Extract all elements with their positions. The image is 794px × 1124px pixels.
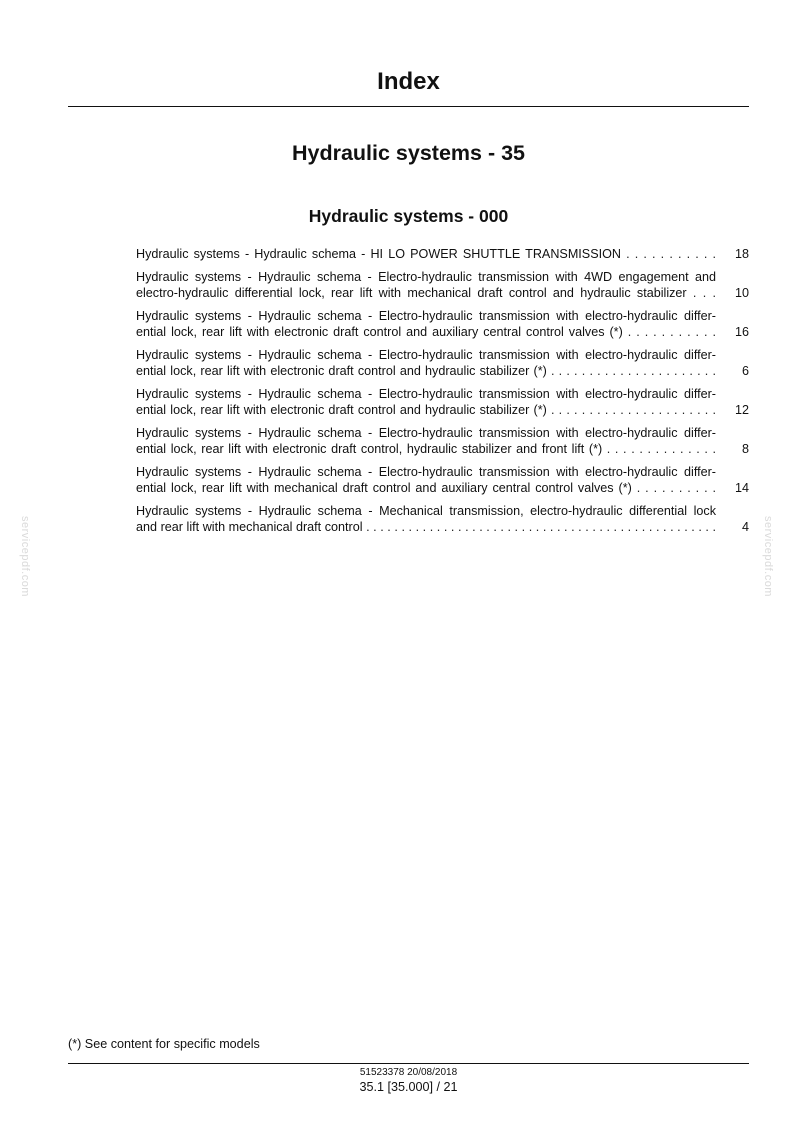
toc-entry-title bbox=[136, 308, 716, 340]
toc-entry[interactable] bbox=[136, 464, 752, 496]
toc-dot-leader: . . . . . . . . . . . . . . . . . . . . . . bbox=[546, 364, 716, 378]
watermark-right: servicepdf.com bbox=[762, 516, 774, 597]
toc-entry-line-text: Hydraulic systems - Hydraulic schema - Electro-hydraulic transmission with electro-hydraulic differ- bbox=[136, 387, 716, 401]
toc-entry-line-text: ential lock, rear lift with electronic draft control and hydraulic stabilizer (*) bbox=[136, 364, 547, 378]
toc-entry-line bbox=[136, 519, 716, 535]
toc-entry-title bbox=[136, 347, 716, 379]
toc-entry[interactable] bbox=[136, 386, 752, 418]
toc-entry-line bbox=[136, 480, 716, 496]
toc-entry-line bbox=[136, 347, 716, 363]
toc-entry-line-text: Hydraulic systems - Hydraulic schema - Electro-hydraulic transmission with electro-hydraulic differ- bbox=[136, 465, 716, 479]
toc-page-number: 4 bbox=[741, 520, 749, 534]
toc-entry-line-text: electro-hydraulic differential lock, rear lift with mechanical draft control and hydraulic stabilizer bbox=[136, 286, 687, 300]
toc-entry-line-text: ential lock, rear lift with electronic draft control, hydraulic stabilizer and front lift (*) bbox=[136, 442, 603, 456]
toc-entry-line bbox=[136, 503, 716, 519]
toc-entry-line bbox=[136, 324, 716, 340]
toc-entry-line bbox=[136, 269, 716, 285]
toc-entry-title bbox=[136, 246, 716, 262]
toc-dot-leader: . . . . . . . . . . . . . . bbox=[602, 442, 716, 456]
footer-rule bbox=[68, 1063, 749, 1064]
toc-page-number: 14 bbox=[734, 481, 749, 495]
toc-dot-leader: . . . bbox=[686, 286, 716, 300]
toc-entry-line-text: ential lock, rear lift with mechanical draft control and auxiliary central control valves (*) bbox=[136, 481, 632, 495]
toc-entry-line-text: Hydraulic systems - Hydraulic schema - Electro-hydraulic transmission with 4WD engagement and bbox=[136, 270, 716, 284]
toc-entry-line-text: Hydraulic systems - Hydraulic schema - HI LO POWER SHUTTLE TRANSMISSION bbox=[136, 247, 621, 261]
toc-entry-line bbox=[136, 386, 716, 402]
toc-entry-line-text: Hydraulic systems - Hydraulic schema - Electro-hydraulic transmission with electro-hydraulic differ- bbox=[136, 309, 716, 323]
header-rule bbox=[68, 106, 749, 107]
toc-entry-title bbox=[136, 503, 716, 535]
toc-entry[interactable] bbox=[136, 503, 752, 535]
toc-entry[interactable] bbox=[136, 269, 752, 301]
toc-entry-line bbox=[136, 425, 716, 441]
toc-entry-line bbox=[136, 363, 716, 379]
toc-entry-line bbox=[136, 402, 716, 418]
toc-entry-line bbox=[136, 285, 716, 301]
toc-entry-title bbox=[136, 464, 716, 496]
watermark-left: servicepdf.com bbox=[19, 516, 31, 597]
toc-entry-line-text: ential lock, rear lift with electronic draft control and hydraulic stabilizer (*) bbox=[136, 403, 547, 417]
toc-entry[interactable] bbox=[136, 347, 752, 379]
toc-entry[interactable] bbox=[136, 246, 752, 262]
toc-page-number: 12 bbox=[734, 403, 749, 417]
toc-entry-line-text: ential lock, rear lift with electronic draft control and auxiliary central control valves (*) bbox=[136, 325, 623, 339]
toc-entry-title bbox=[136, 425, 716, 457]
toc-dot-leader: . . . . . . . . . . . bbox=[622, 325, 716, 339]
toc-entry-line-text: Hydraulic systems - Hydraulic schema - Electro-hydraulic transmission with electro-hydraulic differ- bbox=[136, 348, 716, 362]
toc-page-number: 8 bbox=[741, 442, 749, 456]
toc-entry-title bbox=[136, 386, 716, 418]
subsection-title: Hydraulic systems - 000 bbox=[308, 206, 509, 226]
toc-entry-line bbox=[136, 464, 716, 480]
page-reference: 35.1 [35.000] / 21 bbox=[359, 1080, 458, 1094]
toc-entry-line bbox=[136, 308, 716, 324]
toc-dot-leader: . . . . . . . . . . bbox=[631, 481, 716, 495]
toc-entry-line bbox=[136, 246, 716, 262]
section-title: Hydraulic systems - 35 bbox=[291, 141, 526, 165]
toc-page-number: 10 bbox=[734, 286, 749, 300]
toc-entry[interactable] bbox=[136, 425, 752, 457]
page-title: Index bbox=[377, 68, 440, 95]
toc-entry-title bbox=[136, 269, 716, 301]
table-of-contents bbox=[136, 246, 752, 542]
toc-entry[interactable] bbox=[136, 308, 752, 340]
toc-page-number: 18 bbox=[734, 247, 749, 261]
footnote: (*) See content for specific models bbox=[68, 1037, 260, 1051]
toc-page-number: 6 bbox=[741, 364, 749, 378]
toc-entry-line bbox=[136, 441, 716, 457]
document-code: 51523378 20/08/2018 bbox=[359, 1067, 458, 1078]
toc-entry-line-text: Hydraulic systems - Hydraulic schema - Electro-hydraulic transmission with electro-hydraulic differ- bbox=[136, 426, 716, 440]
toc-dot-leader: . . . . . . . . . . . bbox=[621, 247, 716, 261]
toc-dot-leader: . . . . . . . . . . . . . . . . . . . . . . bbox=[546, 403, 716, 417]
toc-entry-line-text: and rear lift with mechanical draft control bbox=[136, 520, 363, 534]
toc-dot-leader: . . . . . . . . . . . . . . . . . . . . . . . . . . . . . . . . . . . . . . . . . . . . . . . . . . bbox=[362, 520, 716, 534]
toc-entry-line-text: Hydraulic systems - Hydraulic schema - Mechanical transmission, electro-hydraulic differential lock bbox=[136, 504, 716, 518]
toc-page-number: 16 bbox=[734, 325, 749, 339]
